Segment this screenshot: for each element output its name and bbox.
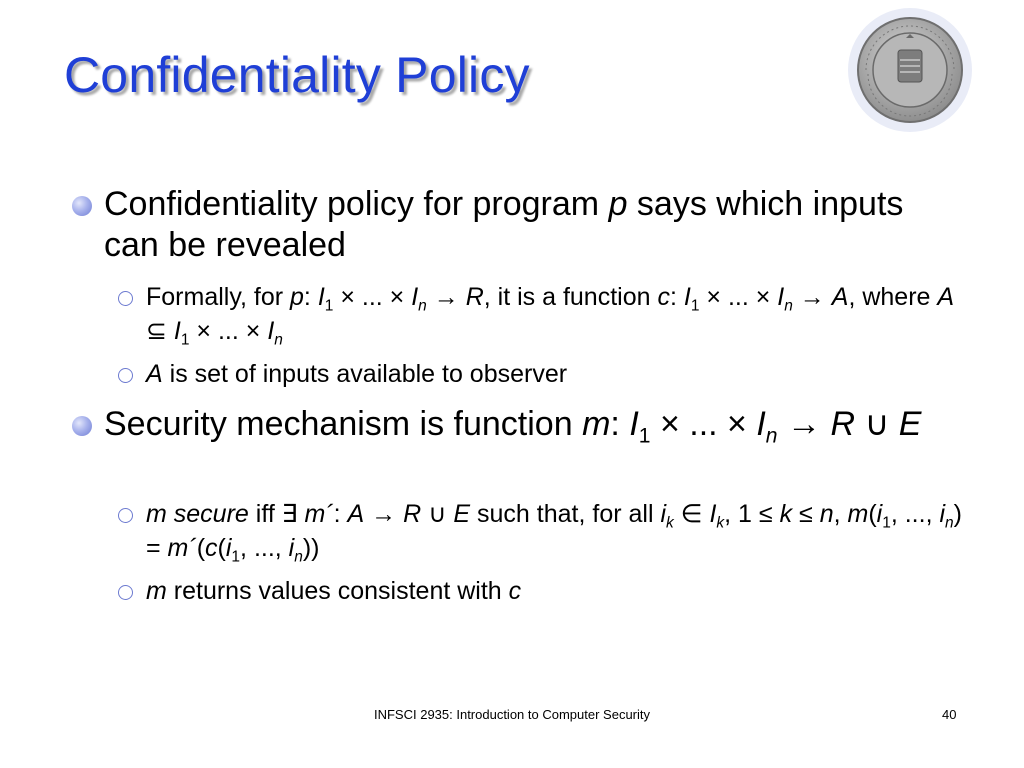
sub-bullet-icon — [118, 508, 133, 523]
slide-title: Confidentiality Policy — [64, 47, 530, 103]
bullet-icon — [72, 416, 92, 436]
sub-bullet-text: m returns values consistent with c — [146, 577, 522, 605]
sub-bullet-icon — [118, 585, 133, 600]
page-number: 40 — [942, 707, 957, 722]
sub-bullet-icon — [118, 368, 133, 383]
seal-icon — [848, 8, 972, 132]
bullet-text: Security mechanism is function m: $I_1$ × ... × $I_n \to R$ ∪ E — [104, 405, 922, 448]
university-seal-logo — [848, 8, 972, 132]
sub-bullet-text: A is set of inputs available to observer — [146, 360, 568, 388]
sub-bullet-icon — [118, 291, 133, 306]
sub-bullet-text: m secure iff ∃ m´: A → R ∪ E such that, for all $i_k$ ∈ $I_k$, 1 ≤ k ≤ n, $m(i_1$, ..., $i_n$) = $m´(c(i_1$, ..., $i_n$)) — [146, 500, 962, 566]
bullet-text: Confidentiality policy for program p says which inputs can be revealed — [104, 185, 904, 264]
slide-footer: INFSCI 2935: Introduction to Computer Security — [373, 707, 650, 722]
sub-bullet-text: Formally, for p: $I_1$ × ... × $I_n \to R$, it is a function c: $I_1$ × ... × $I_n \to A$, where A ⊆ $I_1$ × ... × $I_n$ — [146, 283, 955, 349]
bullet-icon — [72, 196, 92, 216]
